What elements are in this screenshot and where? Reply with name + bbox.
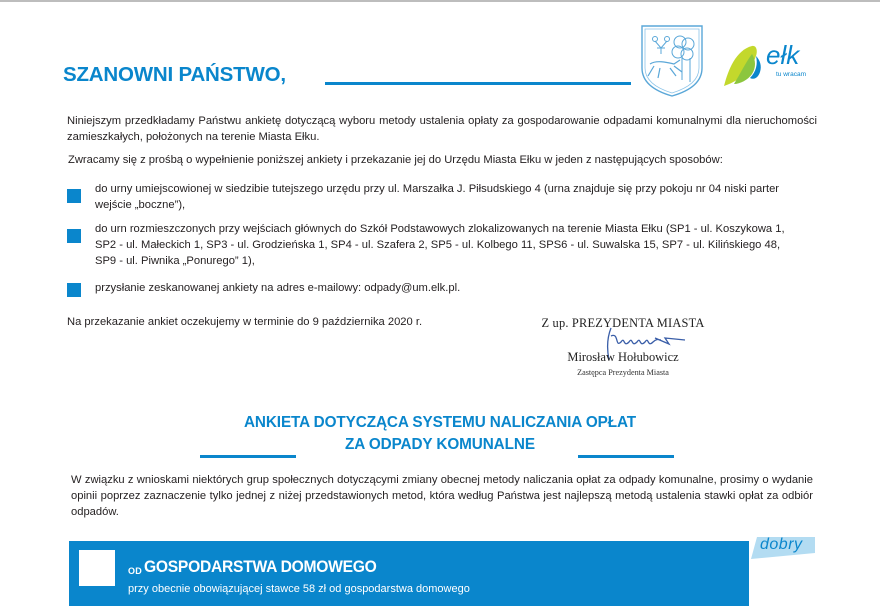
option-subtitle: przy obecnie obowiązującej stawce 58 zł od gospodarstwa domowego [128,583,470,595]
bullet-square-icon [67,189,81,203]
title-rule-left [200,455,296,458]
survey-intro: W związku z wnioskami niektórych grup społecznych dotyczącymi zmiany obecnej metody naliczania opłat za odpady komunalne, prosimy o wydanie opinii poprzez zaznaczenie tylko jednej z niżej przedstawionych metod, która według Państwa jest najlepszą metodą ustalenia stawki opłat za odbiór odpadów. [71,474,813,518]
delivery-method-urn-schools: do urn rozmieszczonych przy wejściach głównych do Szkół Podstawowych zlokalizowanych na terenie Miasta Ełku (SP1 - ul. Koszykowa 1, SP2 - ul. Małeckich 1, SP3 - ul. Grodzieńska 1, SP4 - ul. Szafera 2, SP5 - ul. Kolbego 11, SPS6 - ul. Suwalska 15, SP7 - ul. Kilińskiego 48, SP9 - ul. Piwnika „Ponurego” 1), [95,223,785,267]
elk-city-logo [722,34,818,90]
page-top-border [0,0,880,2]
logo-tagline: tu wracam [776,71,806,78]
logo-text: ełk [766,40,800,70]
option-title: GOSPODARSTWA DOMOWEGO [144,557,377,576]
signature-title: Z up. PREZYDENTA MIASTA [541,316,705,330]
signatory-role: Zastępca Prezydenta Miasta [577,368,669,377]
greeting-underline [325,82,631,85]
coat-of-arms-icon [640,24,704,98]
option-checkbox[interactable] [79,550,115,586]
request-paragraph: Zwracamy się z prośbą o wypełnienie poniższej ankiety i przekazanie jej do Urzędu Miasta Ełku w jeden z następujących sposobów: [68,154,723,166]
signature-block [520,316,730,386]
survey-title-line1: ANKIETA DOTYCZĄCA SYSTEMU NALICZANIA OPŁAT [243,414,637,431]
bullet-square-icon [67,229,81,243]
option-prefix: OD [128,566,143,576]
greeting-heading: SZANOWNI PAŃSTWO, [63,63,286,86]
title-rule-right [578,455,674,458]
rating-tag-label: dobry [760,536,803,553]
bullet-square-icon [67,283,81,297]
survey-title-line2: ZA ODPADY KOMUNALNE [345,436,535,453]
delivery-method-urn-office: do urny umiejscowionej w siedzibie tutejszego urzędu przy ul. Marszałka J. Piłsudskiego 4 (urna znajduje się przy pokoju nr 04 niski parter wejście „boczne”), [95,183,780,211]
delivery-method-email: przysłanie zeskanowanej ankiety na adres e-mailowy: odpady@um.elk.pl. [95,282,461,294]
signatory-name: Mirosław Hołubowicz [567,350,679,364]
deadline-text: Na przekazanie ankiet oczekujemy w terminie do 9 października 2020 r. [67,316,423,328]
intro-paragraph: Niniejszym przedkładamy Państwu ankietę dotyczącą wyboru metody ustalenia opłaty za gospodarowanie odpadami komunalnymi dla nieruchomości zamieszkałych, położonych na terenie Miasta Ełku. [67,115,817,143]
